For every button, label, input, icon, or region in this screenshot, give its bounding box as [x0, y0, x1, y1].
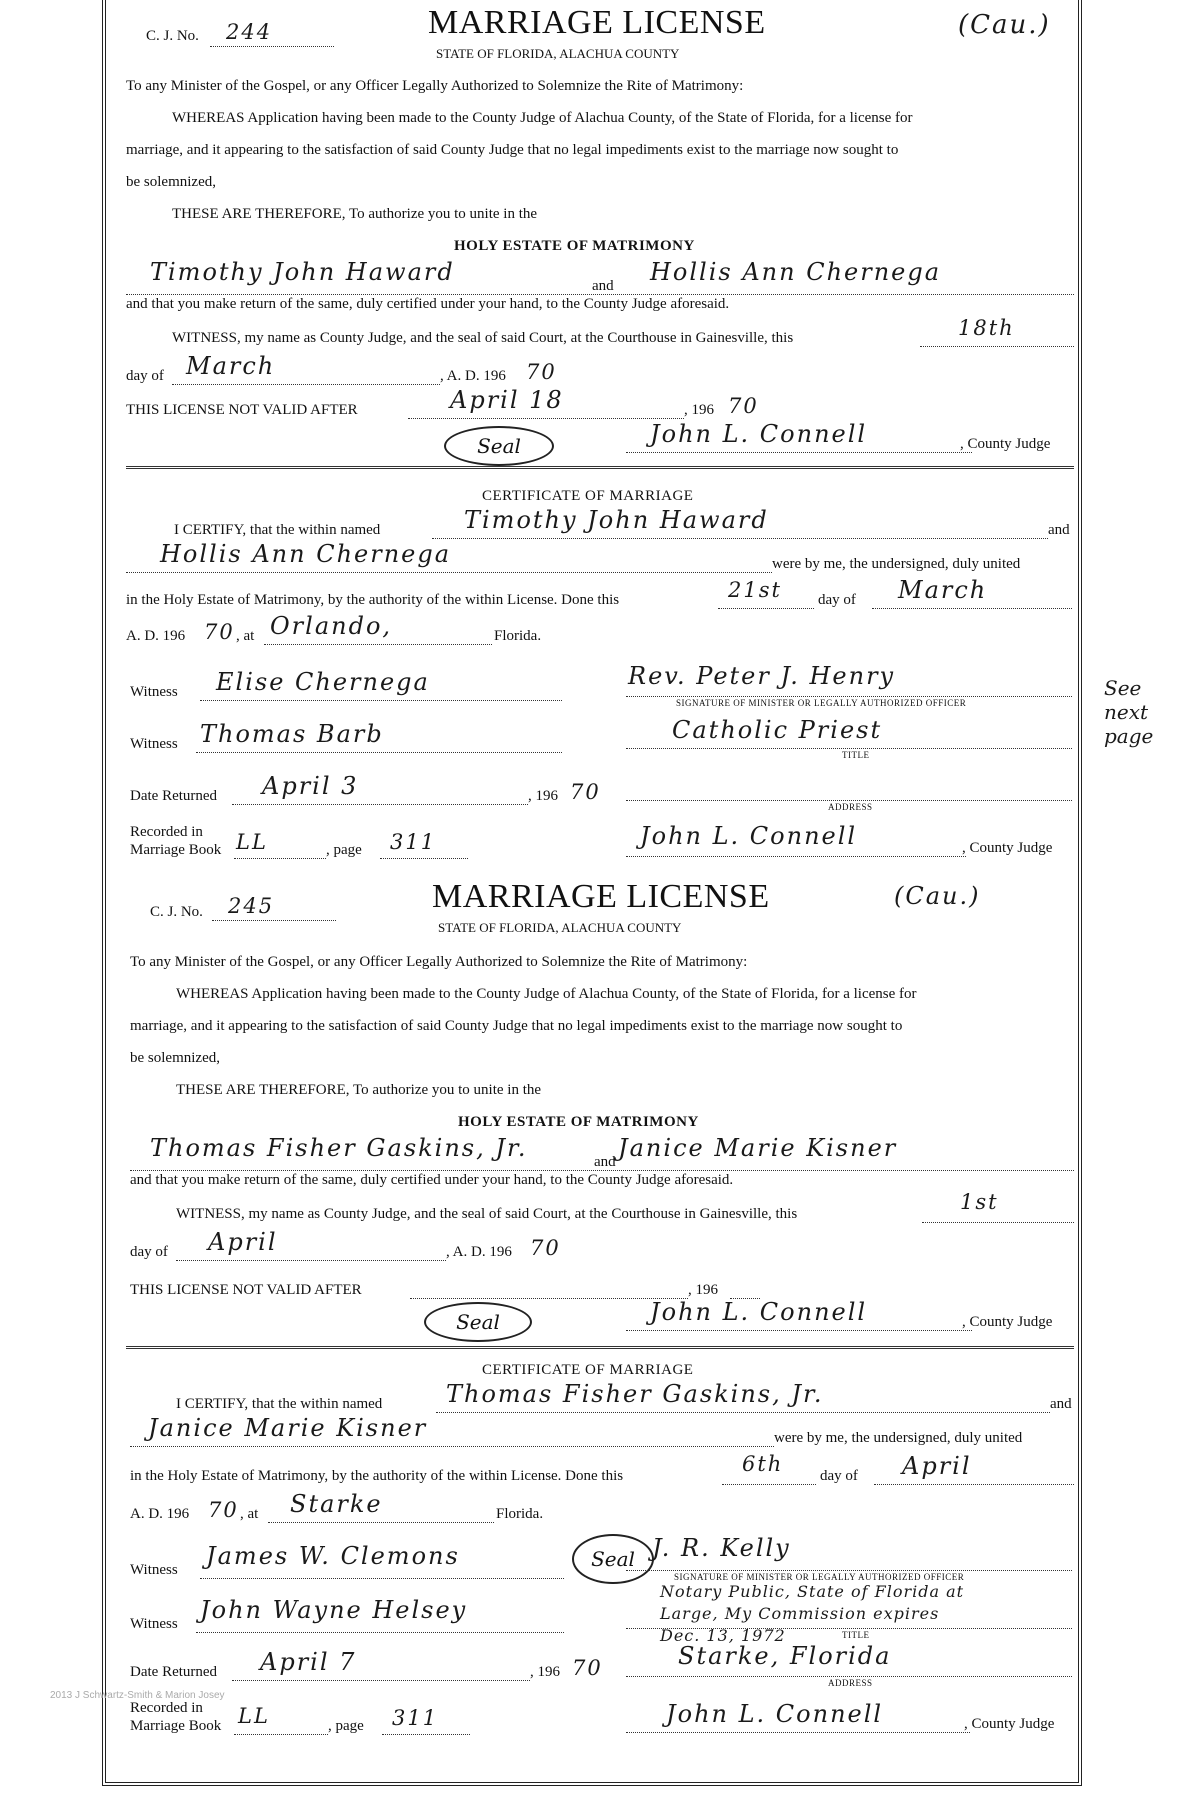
notary-seal: Seal [572, 1534, 654, 1584]
page-value: 311 [390, 830, 437, 854]
cert-place: Orlando, [270, 612, 393, 640]
officer-signature: J. R. Kelly [652, 1534, 791, 1562]
license-year: 70 [530, 1236, 561, 1260]
returned-year-label: , 196 [528, 788, 558, 804]
judge-signature: John L. Connell [650, 1298, 868, 1326]
notary-line-3: Dec. 13, 1972 [660, 1626, 786, 1645]
corner-note: (Cau.) [894, 882, 981, 910]
and-label: and [594, 1154, 616, 1170]
witness-2-signature: John Wayne Helsey [200, 1596, 468, 1624]
certify-label: I CERTIFY, that the within named [176, 1396, 383, 1412]
whereas-line-1: WHEREAS Application having been made to the County Judge of Alachua County, of the State of Florida, for a license for [176, 986, 917, 1002]
book-value: LL [238, 1704, 270, 1728]
date-returned-label: Date Returned [130, 1664, 218, 1680]
certificate-title: CERTIFICATE OF MARRIAGE [482, 1362, 694, 1378]
cj-number-label: C. J. No. [150, 904, 203, 920]
cert-day: 6th [742, 1452, 784, 1476]
witness-1-label: Witness [130, 1562, 178, 1578]
day-of-label: day of [130, 1244, 168, 1260]
cert-month: March [898, 576, 988, 604]
corner-note: (Cau.) [958, 10, 1051, 40]
authority-line: in the Holy Estate of Matrimony, by the authority of the within License. Done this [130, 1468, 624, 1484]
florida-label: Florida. [496, 1506, 544, 1522]
witness-2-signature: Thomas Barb [200, 720, 384, 748]
cert-person-1: Thomas Fisher Gaskins, Jr. [446, 1380, 824, 1408]
cert-person-1: Timothy John Haward [464, 506, 769, 534]
county-judge-label: , County Judge [962, 1314, 1053, 1330]
and-label: and [592, 278, 614, 294]
county-judge-label: , County Judge [962, 840, 1053, 856]
section-divider [126, 466, 1074, 469]
address-line: To any Minister of the Gospel, or any Officer Legally Authorized to Solemnize the Rite of Matrimony: [130, 954, 748, 970]
day-of-label: day of [820, 1468, 858, 1484]
witness-2-label: Witness [130, 736, 178, 752]
cert-year: 70 [204, 620, 235, 644]
whereas-line-2: marriage, and it appearing to the satisfaction of said County Judge that no legal impediments exist to the marriage now sought to [130, 1018, 903, 1034]
officer-title: Catholic Priest [672, 716, 883, 744]
page-label: , page [326, 842, 362, 858]
cj-number-value: 244 [226, 20, 273, 44]
therefore-line: THESE ARE THEREFORE, To authorize you to unite in the [176, 1082, 542, 1098]
title-caption: TITLE [842, 750, 870, 760]
page-label: , page [328, 1718, 364, 1734]
county-judge-label: , County Judge [964, 1716, 1055, 1732]
license-title: MARRIAGE LICENSE [432, 878, 770, 915]
witness-1-label: Witness [130, 684, 178, 700]
bride-name: Hollis Ann Chernega [650, 258, 942, 286]
at-label: , at [236, 628, 255, 644]
section-divider [126, 1346, 1074, 1349]
officer-caption: SIGNATURE OF MINISTER OR LEGALLY AUTHORIZED OFFICER [674, 1572, 965, 1582]
margin-note: See next page [1104, 676, 1154, 748]
witness-line: WITNESS, my name as County Judge, and the seal of said Court, at the Courthouse in Gainesville, this [172, 330, 794, 346]
judge-signature: John L. Connell [666, 1700, 884, 1728]
cert-person-2: Hollis Ann Chernega [160, 540, 452, 568]
cert-place: Starke [290, 1490, 383, 1518]
bride-name: Janice Marie Kisner [618, 1134, 898, 1162]
license-subtitle: STATE OF FLORIDA, ALACHUA COUNTY [436, 46, 680, 61]
day-of-label: day of [126, 368, 164, 384]
holy-estate-heading: HOLY ESTATE OF MATRIMONY [458, 1114, 699, 1130]
judge-signature: John L. Connell [640, 822, 858, 850]
notary-line-1: Notary Public, State of Florida at [660, 1582, 965, 1601]
license-month: March [186, 352, 276, 380]
recorded-in-label: Recorded in [130, 1700, 203, 1716]
witness-1-signature: James W. Clemons [206, 1542, 460, 1570]
united-label: were by me, the undersigned, duly united [774, 1430, 1023, 1446]
return-line: and that you make return of the same, duly certified under your hand, to the County Judge aforesaid. [126, 296, 730, 312]
and-label: and [1050, 1396, 1072, 1412]
ad-label: A. D. 196 [126, 628, 186, 644]
cj-number-value: 245 [228, 894, 275, 918]
witness-2-label: Witness [130, 1616, 178, 1632]
judge-signature: John L. Connell [650, 420, 868, 448]
groom-name: Timothy John Haward [150, 258, 455, 286]
not-valid-label: THIS LICENSE NOT VALID AFTER [130, 1282, 362, 1298]
groom-name: Thomas Fisher Gaskins, Jr. [150, 1134, 528, 1162]
date-returned-label: Date Returned [130, 788, 218, 804]
certify-label: I CERTIFY, that the within named [174, 522, 381, 538]
authority-line: in the Holy Estate of Matrimony, by the authority of the within License. Done this [126, 592, 620, 608]
and-label: and [1048, 522, 1070, 538]
cert-year: 70 [208, 1498, 239, 1522]
expiry-date: April 18 [450, 386, 564, 414]
holy-estate-heading: HOLY ESTATE OF MATRIMONY [454, 238, 695, 254]
witness-day: 1st [960, 1190, 999, 1214]
date-returned: April 3 [262, 772, 359, 800]
address-value: Starke, Florida [678, 1642, 892, 1670]
license-title: MARRIAGE LICENSE [428, 4, 766, 41]
witness-line: WITNESS, my name as County Judge, and the seal of said Court, at the Courthouse in Gainesville, this [176, 1206, 798, 1222]
united-label: were by me, the undersigned, duly united [772, 556, 1021, 572]
license-subtitle: STATE OF FLORIDA, ALACHUA COUNTY [438, 920, 682, 935]
notary-line-2: Large, My Commission expires [660, 1604, 940, 1623]
cert-month: April [902, 1452, 972, 1480]
whereas-line-3: be solemnized, [126, 174, 216, 190]
certificate-title: CERTIFICATE OF MARRIAGE [482, 488, 694, 504]
at-label: , at [240, 1506, 259, 1522]
license-year: 70 [526, 360, 557, 384]
page-value: 311 [392, 1706, 439, 1730]
expiry-year-label: , 196 [688, 1282, 718, 1298]
court-seal: Seal [444, 426, 554, 466]
officer-signature: Rev. Peter J. Henry [628, 662, 896, 690]
copyright-watermark: 2013 J Schwartz-Smith & Marion Josey [50, 1690, 225, 1701]
witness-day: 18th [958, 316, 1015, 340]
whereas-line-1: WHEREAS Application having been made to the County Judge of Alachua County, of the State of Florida, for a license for [172, 110, 913, 126]
marriage-book-label: Marriage Book [130, 842, 222, 858]
officer-caption: SIGNATURE OF MINISTER OR LEGALLY AUTHORIZED OFFICER [676, 698, 967, 708]
court-seal: Seal [424, 1302, 532, 1342]
ad-label: , A. D. 196 [440, 368, 506, 384]
whereas-line-3: be solemnized, [130, 1050, 220, 1066]
address-caption: ADDRESS [828, 1678, 873, 1688]
returned-year-label: , 196 [530, 1664, 560, 1680]
title-caption: TITLE [842, 1630, 870, 1640]
whereas-line-2: marriage, and it appearing to the satisfaction of said County Judge that no legal impediments exist to the marriage now sought to [126, 142, 899, 158]
expiry-year: 70 [728, 394, 759, 418]
returned-year: 70 [570, 780, 601, 804]
marriage-book-label: Marriage Book [130, 1718, 222, 1734]
cert-day: 21st [728, 578, 782, 602]
county-judge-label: , County Judge [960, 436, 1051, 452]
ad-label: A. D. 196 [130, 1506, 190, 1522]
return-line: and that you make return of the same, duly certified under your hand, to the County Judge aforesaid. [130, 1172, 734, 1188]
therefore-line: THESE ARE THEREFORE, To authorize you to unite in the [172, 206, 538, 222]
returned-year: 70 [572, 1656, 603, 1680]
ad-label: , A. D. 196 [446, 1244, 512, 1260]
address-caption: ADDRESS [828, 802, 873, 812]
address-line: To any Minister of the Gospel, or any Officer Legally Authorized to Solemnize the Rite of Matrimony: [126, 78, 744, 94]
recorded-in-label: Recorded in [130, 824, 203, 840]
cj-number-label: C. J. No. [146, 28, 199, 44]
license-month: April [208, 1228, 278, 1256]
florida-label: Florida. [494, 628, 542, 644]
witness-1-signature: Elise Chernega [216, 668, 430, 696]
not-valid-label: THIS LICENSE NOT VALID AFTER [126, 402, 358, 418]
day-of-label: day of [818, 592, 856, 608]
book-value: LL [236, 830, 268, 854]
expiry-year-label: , 196 [684, 402, 714, 418]
cert-person-2: Janice Marie Kisner [148, 1414, 428, 1442]
date-returned: April 7 [260, 1648, 357, 1676]
